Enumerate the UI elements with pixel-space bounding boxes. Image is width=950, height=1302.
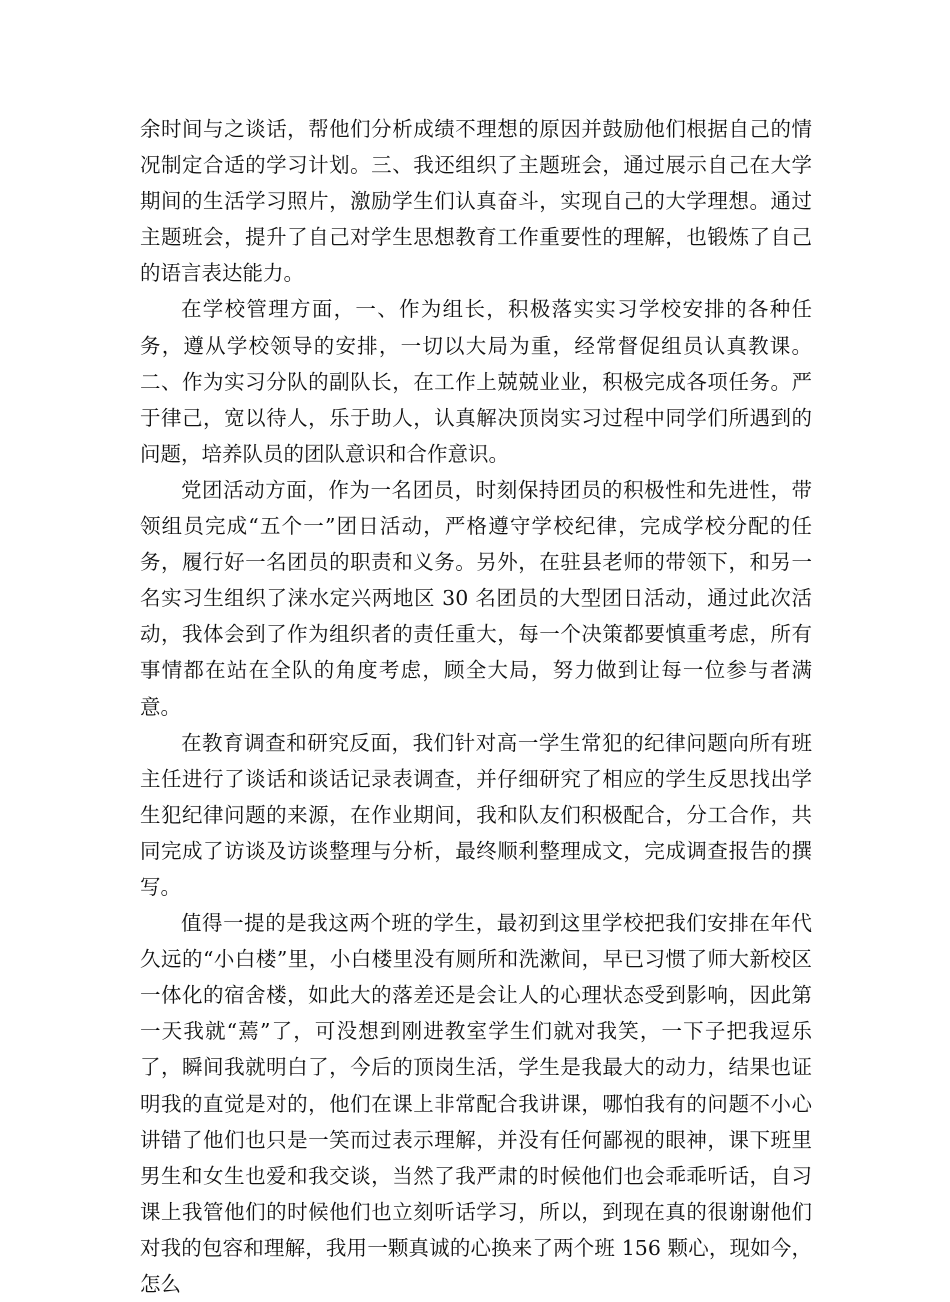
paragraph-education-research: 在教育调查和研究反面，我们针对高一学生常犯的纪律问题向所有班主任进行了谈话和谈话记录表调查，并仔细研究了相应的学生反思找出学生犯纪律问题的来源，在作业期间，我和队友们积极配合，分工合作，共同完成了访谈及访谈整理与分析，最终顺利整理成文，完成调查报告的撰写。: [140, 730, 812, 899]
document-body: [140, 111, 812, 1302]
paragraph-students: 值得一提的是我这两个班的学生，最初到这里学校把我们安排在年代久远的“小白楼”里，小白楼里没有厕所和洗漱间，早已习惯了师大新校区一体化的宿舍楼，如此大的落差还是会让人的心理状态受到影响，因此第一天我就“蔫”了，可没想到刚进教室学生们就对我笑，一下子把我逗乐了，瞬间我就明白了，今后的顶岗生活，学生是我最大的动力，结果也证明我的直觉是对的，他们在课上非常配合我讲课，哪怕我有的问题不小心讲错了他们也只是一笑而过表示理解，并没有任何鄙视的眼神，课下班里男生和女生也爱和我交谈，当然了我严肃的时候他们也会乖乖听话，自习课上我管他们的时候他们也立刻听话学习，所以，到现在真的很谢谢他们对我的包容和理解，我用一颗真诚的心换来了两个班 156 颗心，现如今，怎么: [140, 911, 812, 1296]
paragraph-party-league-activities: 党团活动方面，作为一名团员，时刻保持团员的积极性和先进性，带领组员完成“五个一”团日活动，严格遵守学校纪律，完成学校分配的任务，履行好一名团员的职责和义务。另外，在驻县老师的带领下，和另一名实习生组织了涞水定兴两地区 30 名团员的大型团日活动，通过此次活动，我体会到了作为组织者的责任重大，每一个决策都要慎重考虑，所有事情都在站在全队的角度考虑，顾全大局，努力做到让每一位参与者满意。: [140, 477, 812, 719]
paragraph-school-management: 在学校管理方面，一、作为组长，积极落实实习学校安排的各种任务，遵从学校领导的安排，一切以大局为重，经常督促组员认真教课。二、作为实习分队的副队长，在工作上兢兢业业，积极完成各项任务。严于律己，宽以待人，乐于助人，认真解决顶岗实习过程中同学们所遇到的问题，培养队员的团队意识和合作意识。: [140, 297, 812, 466]
paragraph-intro-continuation: 余时间与之谈话，帮他们分析成绩不理想的原因并鼓励他们根据自己的情况制定合适的学习计划。三、我还组织了主题班会，通过展示自己在大学期间的生活学习照片，激励学生们认真奋斗，实现自己的大学理想。通过主题班会，提升了自己对学生思想教育工作重要性的理解，也锻炼了自己的语言表达能力。: [140, 117, 812, 286]
